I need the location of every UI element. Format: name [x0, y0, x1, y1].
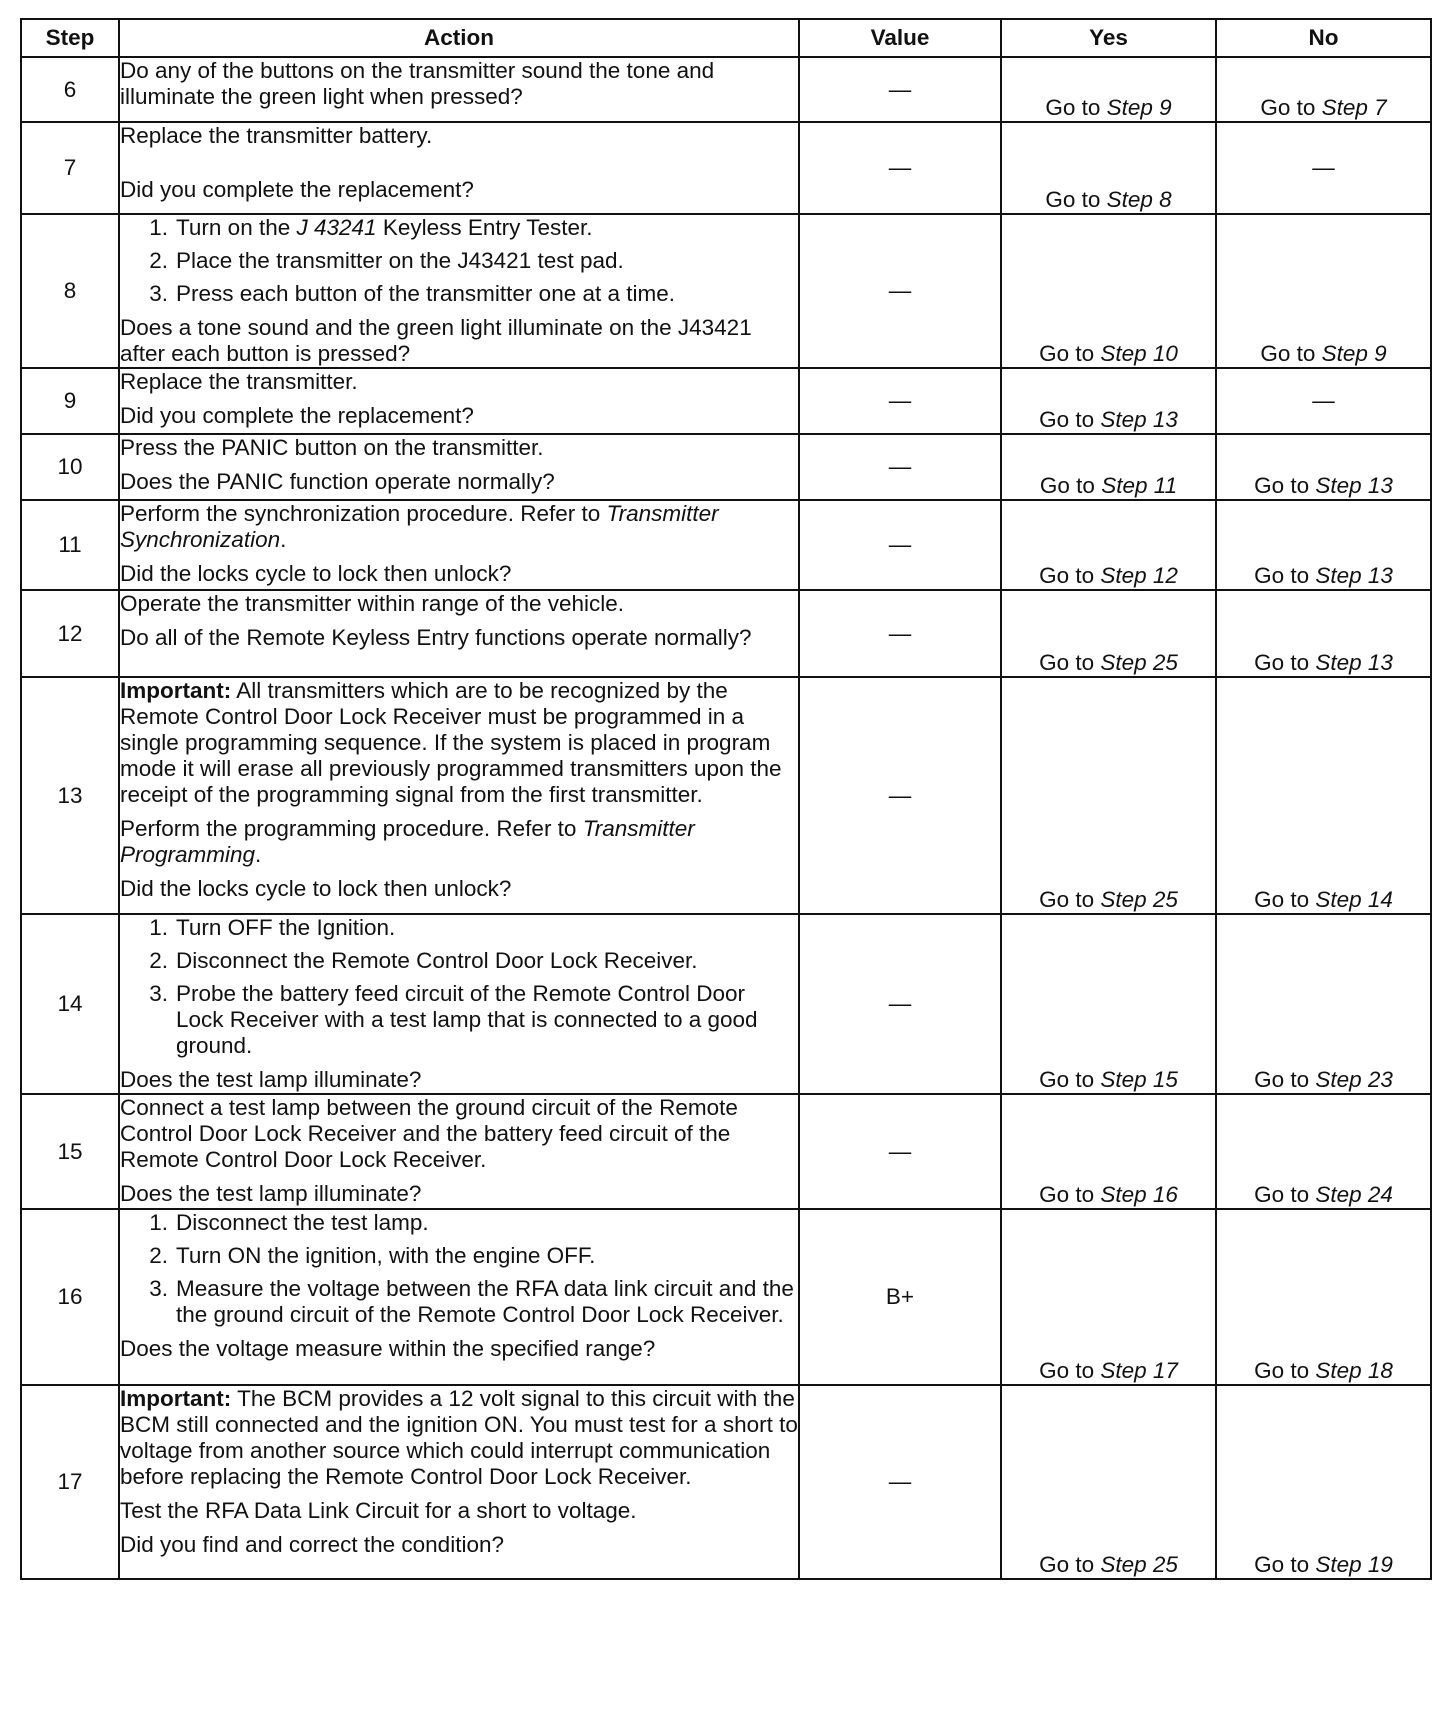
goto-step-link: Step 9 — [1321, 341, 1387, 366]
text-run: Did the locks cycle to lock then unlock? — [120, 876, 512, 901]
yes-cell — [1001, 914, 1216, 1094]
goto-step-link: Step 13 — [1100, 407, 1178, 432]
goto-step-link: Step 25 — [1100, 1552, 1178, 1577]
action-step-text — [176, 281, 798, 307]
no-cell — [1216, 1094, 1431, 1209]
goto-step-link: Step 24 — [1315, 1182, 1393, 1207]
action-step-item — [120, 948, 798, 974]
yes-cell — [1001, 677, 1216, 914]
text-run: All transmitters which are to be recognized by the Remote Control Door Lock Receiver must be programmed in a single programming sequence. If the system is placed in program mode it will erase all previously programmed transmitters upon the receipt of the programming signal from the first transmitter. — [120, 678, 782, 807]
text-run: Probe the battery feed circuit of the Remote Control Door Lock Receiver with a test lamp that is connected to a good ground. — [176, 981, 758, 1058]
yes-cell — [1001, 1209, 1216, 1385]
no-cell — [1216, 914, 1431, 1094]
action-step-item — [120, 981, 798, 1059]
action-paragraph — [120, 876, 798, 902]
no-cell: — — [1216, 122, 1431, 214]
goto-prefix: Go to — [1039, 650, 1101, 675]
table-row — [21, 1385, 1431, 1579]
text-run: Did you find and correct the condition? — [120, 1532, 504, 1557]
goto-step-link: Step 13 — [1315, 473, 1393, 498]
table-row — [21, 914, 1431, 1094]
text-run: Keyless Entry Tester. — [376, 215, 593, 240]
goto-step-link: Step 14 — [1315, 887, 1393, 912]
goto-prefix: Go to — [1045, 95, 1107, 120]
step-number: 15 — [21, 1094, 119, 1209]
action-cell — [119, 914, 799, 1094]
no-cell — [1216, 57, 1431, 122]
text-run: Connect a test lamp between the ground circuit of the Remote Control Door Lock Receiver and the battery feed circuit of the Remote Control Door Lock Receiver. — [120, 1095, 738, 1172]
goto-prefix: Go to — [1039, 341, 1101, 366]
goto-prefix: Go to — [1254, 1182, 1316, 1207]
action-paragraph — [120, 435, 798, 461]
text-run: Measure the voltage between the RFA data link circuit and the the ground circuit of the Remote Control Door Lock Receiver. — [176, 1276, 794, 1327]
action-steps-list — [120, 915, 798, 1059]
header-no: No — [1216, 19, 1431, 57]
goto-step-link: Step 25 — [1100, 887, 1178, 912]
goto-step-link: Step 12 — [1100, 563, 1178, 588]
no-cell — [1216, 434, 1431, 500]
step-number: 10 — [21, 434, 119, 500]
no-cell — [1216, 214, 1431, 368]
text-run: Does the test lamp illuminate? — [120, 1181, 422, 1206]
action-step-item — [120, 915, 798, 941]
table-row — [21, 57, 1431, 122]
step-number: 14 — [21, 914, 119, 1094]
goto-step-link: Step 11 — [1101, 473, 1178, 498]
text-run: . — [255, 842, 262, 867]
action-paragraph — [120, 1532, 798, 1558]
action-step-item — [120, 1276, 798, 1328]
no-cell — [1216, 677, 1431, 914]
yes-cell — [1001, 500, 1216, 590]
action-step-text — [176, 1276, 798, 1328]
action-step-text — [176, 215, 798, 241]
no-cell — [1216, 590, 1431, 677]
action-step-number: 1. — [149, 1210, 168, 1235]
text-run: Perform the programming procedure. Refer to — [120, 816, 583, 841]
goto-step-link: Step 13 — [1315, 650, 1393, 675]
goto-prefix: Go to — [1039, 1358, 1101, 1383]
goto-prefix: Go to — [1260, 95, 1322, 120]
goto-prefix: Go to — [1039, 1182, 1101, 1207]
reference-text: J 43241 — [296, 215, 377, 240]
text-run: Turn on the — [176, 215, 297, 240]
text-run: Did you complete the replacement? — [120, 403, 474, 428]
action-paragraph — [120, 501, 798, 553]
action-step-text — [176, 1210, 798, 1236]
value-cell: — — [799, 122, 1001, 214]
yes-cell — [1001, 1094, 1216, 1209]
step-number: 9 — [21, 368, 119, 434]
action-paragraph — [120, 123, 798, 149]
no-cell — [1216, 1209, 1431, 1385]
action-steps-list — [120, 215, 798, 307]
action-step-text — [176, 915, 798, 941]
table-row — [21, 214, 1431, 368]
value-cell: — — [799, 434, 1001, 500]
action-step-item — [120, 215, 798, 241]
diagnostic-table — [20, 18, 1432, 1580]
text-run: Replace the transmitter battery. — [120, 123, 433, 148]
action-cell — [119, 57, 799, 122]
yes-cell — [1001, 57, 1216, 122]
yes-cell — [1001, 1385, 1216, 1579]
action-step-text — [176, 248, 798, 274]
value-cell: — — [799, 914, 1001, 1094]
goto-step-link: Step 25 — [1100, 650, 1178, 675]
goto-prefix: Go to — [1039, 563, 1101, 588]
goto-prefix: Go to — [1260, 341, 1322, 366]
yes-cell — [1001, 434, 1216, 500]
text-run: Does the voltage measure within the specified range? — [120, 1336, 656, 1361]
action-cell — [119, 500, 799, 590]
action-step-number: 3. — [149, 1276, 168, 1301]
goto-prefix: Go to — [1039, 407, 1101, 432]
action-step-number: 2. — [149, 248, 168, 273]
action-step-item — [120, 281, 798, 307]
goto-prefix: Go to — [1039, 1067, 1101, 1092]
text-run: The BCM provides a 12 volt signal to this circuit with the BCM still connected and the ignition ON. You must test for a short to voltage from another source which could interrupt communication before replacing the Remote Control Door Lock Receiver. — [120, 1386, 798, 1489]
action-cell — [119, 1094, 799, 1209]
table-row — [21, 122, 1431, 214]
value-cell: — — [799, 214, 1001, 368]
action-paragraph — [120, 591, 798, 617]
action-step-item — [120, 1210, 798, 1236]
value-cell: — — [799, 590, 1001, 677]
goto-prefix: Go to — [1254, 1552, 1316, 1577]
goto-step-link: Step 15 — [1100, 1067, 1178, 1092]
text-run: Test the RFA Data Link Circuit for a short to voltage. — [120, 1498, 637, 1523]
table-row — [21, 500, 1431, 590]
value-cell: — — [799, 500, 1001, 590]
goto-prefix: Go to — [1254, 473, 1316, 498]
action-cell — [119, 434, 799, 500]
goto-step-link: Step 17 — [1100, 1358, 1178, 1383]
step-number: 17 — [21, 1385, 119, 1579]
step-number: 11 — [21, 500, 119, 590]
action-paragraph — [120, 403, 798, 429]
value-cell: — — [799, 1385, 1001, 1579]
action-cell — [119, 1209, 799, 1385]
action-step-number: 3. — [149, 281, 168, 306]
table-row — [21, 1209, 1431, 1385]
table-row — [21, 590, 1431, 677]
action-paragraph — [120, 1095, 798, 1173]
action-cell — [119, 368, 799, 434]
value-cell: — — [799, 57, 1001, 122]
action-step-text — [176, 948, 798, 974]
goto-step-link: Step 7 — [1321, 95, 1387, 120]
action-step-item — [120, 1243, 798, 1269]
header-yes: Yes — [1001, 19, 1216, 57]
goto-step-link: Step 16 — [1100, 1182, 1178, 1207]
table-body — [21, 57, 1431, 1579]
goto-step-link: Step 13 — [1315, 563, 1393, 588]
goto-step-link: Step 9 — [1106, 95, 1172, 120]
goto-prefix: Go to — [1039, 1552, 1101, 1577]
goto-step-link: Step 18 — [1315, 1358, 1393, 1383]
step-number: 7 — [21, 122, 119, 214]
text-run: Disconnect the Remote Control Door Lock Receiver. — [176, 948, 698, 973]
action-paragraph — [120, 1181, 798, 1207]
text-run: Perform the synchronization procedure. Refer to — [120, 501, 607, 526]
text-run: Did you complete the replacement? — [120, 177, 474, 202]
no-cell — [1216, 500, 1431, 590]
text-run: Disconnect the test lamp. — [176, 1210, 429, 1235]
goto-prefix: Go to — [1254, 1067, 1316, 1092]
header-step: Step — [21, 19, 119, 57]
action-paragraph — [120, 678, 798, 808]
action-cell — [119, 677, 799, 914]
action-step-text — [176, 981, 798, 1059]
text-run: Place the transmitter on the J43421 test pad. — [176, 248, 624, 273]
value-cell: — — [799, 1094, 1001, 1209]
value-cell: B+ — [799, 1209, 1001, 1385]
table-row — [21, 368, 1431, 434]
step-number: 13 — [21, 677, 119, 914]
header-row — [21, 19, 1431, 57]
action-paragraph — [120, 1336, 798, 1362]
step-number: 8 — [21, 214, 119, 368]
no-cell: — — [1216, 368, 1431, 434]
action-paragraph — [120, 1067, 798, 1093]
text-run: Turn ON the ignition, with the engine OFF. — [176, 1243, 596, 1268]
text-run: Press the PANIC button on the transmitter. — [120, 435, 544, 460]
yes-cell — [1001, 590, 1216, 677]
action-paragraph — [120, 561, 798, 587]
goto-prefix: Go to — [1254, 1358, 1316, 1383]
action-paragraph — [120, 816, 798, 868]
text-run: Did the locks cycle to lock then unlock? — [120, 561, 512, 586]
text-run: Do any of the buttons on the transmitter sound the tone and illuminate the green light when pressed? — [120, 58, 715, 109]
goto-step-link: Step 19 — [1315, 1552, 1393, 1577]
important-label: Important: — [120, 1386, 232, 1411]
goto-prefix: Go to — [1254, 563, 1316, 588]
step-number: 6 — [21, 57, 119, 122]
action-step-number: 3. — [149, 981, 168, 1006]
table-row — [21, 1094, 1431, 1209]
table-header — [21, 19, 1431, 57]
step-number: 16 — [21, 1209, 119, 1385]
goto-step-link: Step 8 — [1106, 187, 1172, 212]
text-run: Do all of the Remote Keyless Entry functions operate normally? — [120, 625, 752, 650]
text-run: Press each button of the transmitter one at a time. — [176, 281, 676, 306]
no-cell — [1216, 1385, 1431, 1579]
reference-text: Transmitter Programming — [120, 816, 695, 867]
action-paragraph — [120, 58, 798, 110]
action-paragraph — [120, 625, 798, 651]
step-number: 12 — [21, 590, 119, 677]
action-step-number: 2. — [149, 1243, 168, 1268]
action-paragraph — [120, 369, 798, 395]
goto-step-link: Step 10 — [1100, 341, 1178, 366]
text-run: Turn OFF the Ignition. — [176, 915, 396, 940]
action-step-number: 1. — [149, 915, 168, 940]
action-step-text — [176, 1243, 798, 1269]
important-label: Important: — [120, 678, 232, 703]
text-run: Does a tone sound and the green light illuminate on the J43421 after each button is pressed? — [120, 315, 752, 366]
action-step-number: 2. — [149, 948, 168, 973]
goto-step-link: Step 23 — [1315, 1067, 1393, 1092]
action-step-number: 1. — [149, 215, 168, 240]
action-step-item — [120, 248, 798, 274]
action-paragraph — [120, 315, 798, 367]
action-paragraph — [120, 1386, 798, 1490]
action-paragraph — [120, 1498, 798, 1524]
text-run: Does the PANIC function operate normally? — [120, 469, 555, 494]
action-cell — [119, 214, 799, 368]
table-row — [21, 434, 1431, 500]
text-run: Operate the transmitter within range of the vehicle. — [120, 591, 625, 616]
action-cell — [119, 1385, 799, 1579]
goto-prefix: Go to — [1254, 887, 1316, 912]
value-cell: — — [799, 677, 1001, 914]
yes-cell — [1001, 368, 1216, 434]
table-row — [21, 677, 1431, 914]
goto-prefix: Go to — [1254, 650, 1316, 675]
action-steps-list — [120, 1210, 798, 1328]
yes-cell — [1001, 122, 1216, 214]
reference-text: Transmitter Synchronization — [120, 501, 719, 552]
yes-cell — [1001, 214, 1216, 368]
action-cell — [119, 122, 799, 214]
action-paragraph — [120, 177, 798, 203]
value-cell: — — [799, 368, 1001, 434]
text-run: Does the test lamp illuminate? — [120, 1067, 422, 1092]
goto-prefix: Go to — [1045, 187, 1107, 212]
goto-prefix: Go to — [1039, 473, 1102, 498]
text-run: . — [280, 527, 287, 552]
header-value: Value — [799, 19, 1001, 57]
text-run: Replace the transmitter. — [120, 369, 358, 394]
action-cell — [119, 590, 799, 677]
header-action: Action — [119, 19, 799, 57]
goto-prefix: Go to — [1039, 887, 1101, 912]
action-paragraph — [120, 469, 798, 495]
